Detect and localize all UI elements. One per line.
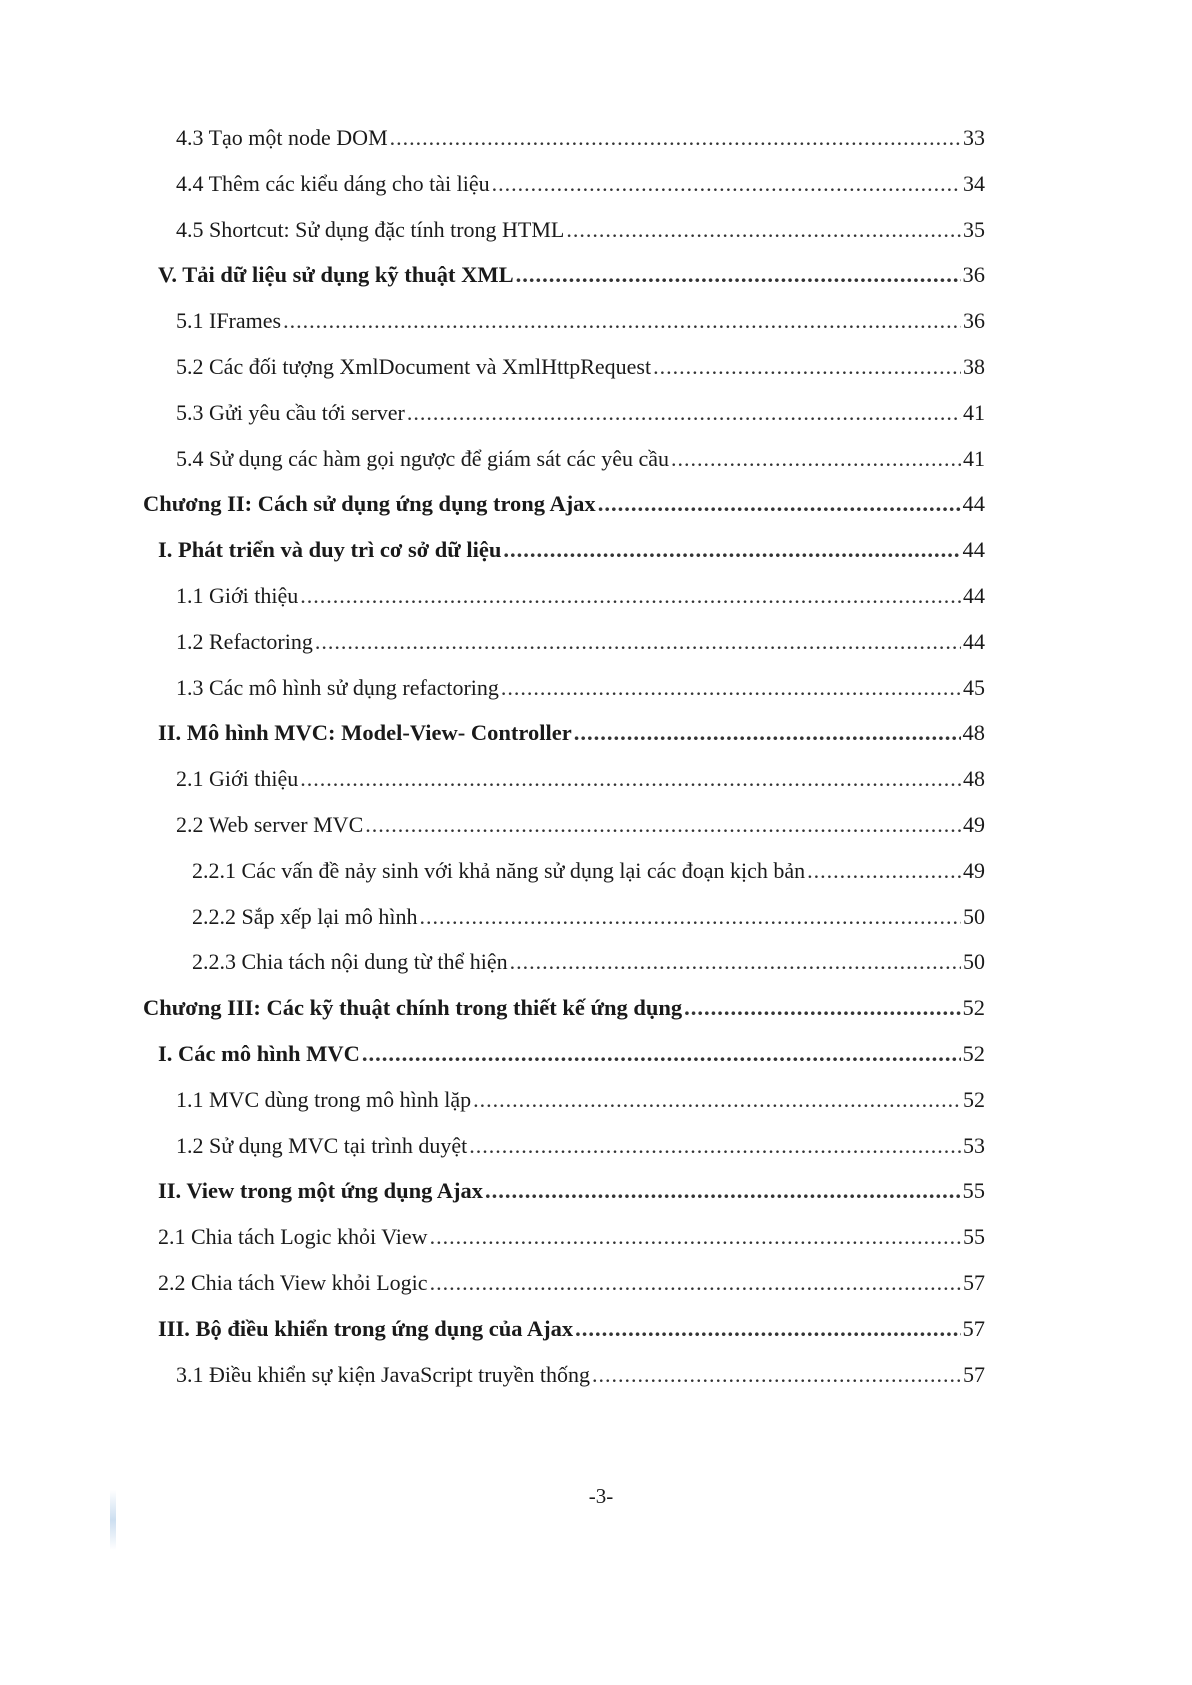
toc-entry-title: 2.1 Giới thiệu bbox=[176, 766, 299, 792]
toc-entry-title: 4.4 Thêm các kiểu dáng cho tài liệu bbox=[176, 170, 490, 196]
toc-leader-dots bbox=[362, 1037, 961, 1071]
toc-entry-title: 1.2 Refactoring bbox=[176, 628, 313, 654]
toc-entry bbox=[158, 1266, 985, 1300]
toc-entry-page-number: 49 bbox=[963, 812, 985, 837]
toc-entry-page-number: 36 bbox=[963, 308, 985, 334]
toc-entry bbox=[176, 762, 985, 796]
toc-entry-page-number: 52 bbox=[962, 995, 985, 1021]
toc-entry-title: I. Các mô hình MVC bbox=[158, 1041, 360, 1066]
toc-entry-page-number: 49 bbox=[963, 857, 985, 883]
toc-leader-dots bbox=[300, 579, 961, 613]
toc-entry-page-number: 44 bbox=[962, 537, 985, 563]
toc-entry bbox=[158, 1220, 985, 1254]
toc-entry bbox=[192, 854, 985, 888]
toc-entry bbox=[176, 304, 985, 338]
toc-entry-title: 4.3 Tạo một node DOM bbox=[176, 125, 388, 150]
toc-entry-page-number: 44 bbox=[963, 583, 985, 608]
toc-leader-dots bbox=[315, 625, 961, 659]
toc-entry bbox=[176, 396, 985, 430]
toc-entry bbox=[158, 533, 985, 567]
toc-entry-title: 3.1 Điều khiển sự kiện JavaScript truyền thống bbox=[176, 1361, 590, 1387]
toc-entry-title: III. Bộ điều khiển trong ứng dụng của Ajax bbox=[158, 1315, 574, 1341]
toc-entry bbox=[158, 1312, 985, 1346]
toc-entry-title: 1.1 Giới thiệu bbox=[176, 583, 299, 608]
toc-entry-page-number: 55 bbox=[962, 1178, 985, 1204]
toc-entry-title: 2.2 Web server MVC bbox=[176, 812, 364, 837]
toc-entry-page-number: 53 bbox=[963, 1132, 985, 1158]
toc-entry-page-number: 41 bbox=[963, 399, 985, 425]
toc-entry-title: 5.2 Các đối tượng XmlDocument và XmlHttpRequest bbox=[176, 354, 652, 379]
toc-leader-dots bbox=[501, 671, 961, 705]
toc-entry-title: I. Phát triển và duy trì cơ sở dữ liệu bbox=[158, 537, 502, 563]
toc-leader-dots bbox=[671, 442, 961, 476]
toc-entry-page-number: 45 bbox=[963, 674, 985, 700]
toc-entry bbox=[158, 716, 985, 750]
toc-entry bbox=[176, 213, 985, 247]
toc-entry-title: 5.3 Gửi yêu cầu tới server bbox=[176, 399, 405, 425]
toc-entry-title: 5.1 IFrames bbox=[176, 308, 282, 334]
toc-entry bbox=[143, 487, 985, 521]
toc-entry-page-number: 52 bbox=[963, 1086, 985, 1112]
toc-leader-dots bbox=[473, 1083, 961, 1117]
toc-leader-dots bbox=[598, 487, 961, 521]
toc-leader-dots bbox=[510, 945, 961, 979]
toc-entry bbox=[176, 1083, 985, 1117]
toc-leader-dots bbox=[503, 533, 960, 567]
toc-entry-page-number: 50 bbox=[963, 903, 985, 929]
toc-entry-page-number: 44 bbox=[962, 491, 985, 517]
toc-entry-page-number: 36 bbox=[962, 262, 985, 288]
toc-leader-dots bbox=[807, 854, 961, 888]
page-number: -3- bbox=[588, 1484, 614, 1508]
toc-entry bbox=[176, 442, 985, 476]
toc-leader-dots bbox=[419, 900, 961, 934]
toc-entry-page-number: 38 bbox=[963, 354, 985, 379]
toc-entry bbox=[158, 1037, 985, 1071]
toc-entry-page-number: 35 bbox=[963, 216, 985, 242]
toc-entry bbox=[176, 625, 985, 659]
toc-leader-dots bbox=[300, 762, 961, 796]
toc-leader-dots bbox=[684, 991, 960, 1025]
toc-entry-page-number: 48 bbox=[962, 720, 985, 746]
toc-leader-dots bbox=[430, 1266, 961, 1300]
toc-entry-page-number: 33 bbox=[963, 125, 985, 150]
toc-entry-title: 2.2.3 Chia tách nội dung từ thể hiện bbox=[192, 949, 508, 975]
toc-entry-title: 2.1 Chia tách Logic khỏi View bbox=[158, 1224, 428, 1250]
toc-entry bbox=[176, 579, 985, 613]
toc-entry bbox=[192, 900, 985, 934]
toc-leader-dots bbox=[575, 1312, 960, 1346]
toc-leader-dots bbox=[283, 304, 961, 338]
toc-leader-dots bbox=[407, 396, 961, 430]
toc-entry-title: Chương III: Các kỹ thuật chính trong thiết kế ứng dụng bbox=[143, 995, 683, 1021]
toc-entry bbox=[176, 167, 985, 201]
toc-entry bbox=[176, 1358, 985, 1392]
toc-entry bbox=[176, 671, 985, 705]
toc-entry-title: V. Tải dữ liệu sử dụng kỹ thuật XML bbox=[158, 262, 514, 288]
toc-leader-dots bbox=[574, 716, 961, 750]
toc-leader-dots bbox=[485, 1174, 960, 1208]
toc-leader-dots bbox=[566, 213, 961, 247]
scan-artifact bbox=[110, 1490, 116, 1550]
toc-entry-title: 1.2 Sử dụng MVC tại trình duyệt bbox=[176, 1132, 468, 1158]
toc-entry-title: 1.1 MVC dùng trong mô hình lặp bbox=[176, 1086, 472, 1112]
toc-entry bbox=[192, 945, 985, 979]
toc-entry-title: Chương II: Cách sử dụng ứng dụng trong Ajax bbox=[143, 491, 596, 517]
toc-entry-page-number: 57 bbox=[963, 1361, 985, 1387]
toc-entry-title: 5.4 Sử dụng các hàm gọi ngược để giám sát các yêu cầu bbox=[176, 445, 670, 471]
toc-entry-title: 1.3 Các mô hình sử dụng refactoring bbox=[176, 674, 499, 700]
toc-leader-dots bbox=[516, 258, 961, 292]
toc-leader-dots bbox=[653, 350, 961, 384]
toc-entry bbox=[176, 808, 985, 842]
toc-leader-dots bbox=[469, 1129, 961, 1163]
toc-leader-dots bbox=[365, 808, 961, 842]
toc-entry-page-number: 44 bbox=[963, 628, 985, 654]
toc-entry bbox=[176, 1129, 985, 1163]
toc-entry-page-number: 55 bbox=[963, 1224, 985, 1250]
toc-entry bbox=[158, 258, 985, 292]
toc-entry-title: II. View trong một ứng dụng Ajax bbox=[158, 1178, 484, 1204]
toc-entry-title: 2.2.2 Sắp xếp lại mô hình bbox=[192, 903, 418, 929]
toc-leader-dots bbox=[390, 121, 961, 155]
toc-entry bbox=[158, 1174, 985, 1208]
toc-entry bbox=[143, 991, 985, 1025]
toc-entry-page-number: 57 bbox=[963, 1270, 985, 1295]
toc-entry-page-number: 52 bbox=[962, 1041, 985, 1066]
toc-entry bbox=[176, 350, 985, 384]
toc-entry-title: 2.2.1 Các vấn đề nảy sinh với khả năng sử dụng lại các đoạn kịch bản bbox=[192, 857, 806, 883]
toc-entry-page-number: 48 bbox=[963, 766, 985, 792]
toc-leader-dots bbox=[430, 1220, 961, 1254]
toc-entry-page-number: 50 bbox=[963, 949, 985, 975]
toc-entry-page-number: 34 bbox=[963, 170, 985, 196]
toc-leader-dots bbox=[592, 1358, 961, 1392]
toc-entry bbox=[176, 121, 985, 155]
toc-entry-title: II. Mô hình MVC: Model-View- Controller bbox=[158, 720, 572, 746]
toc-entry-page-number: 41 bbox=[963, 445, 985, 471]
toc-entry-page-number: 57 bbox=[962, 1315, 985, 1341]
toc-entry-title: 2.2 Chia tách View khỏi Logic bbox=[158, 1270, 428, 1295]
toc-leader-dots bbox=[492, 167, 961, 201]
toc-entry-title: 4.5 Shortcut: Sử dụng đặc tính trong HTML bbox=[176, 216, 565, 242]
